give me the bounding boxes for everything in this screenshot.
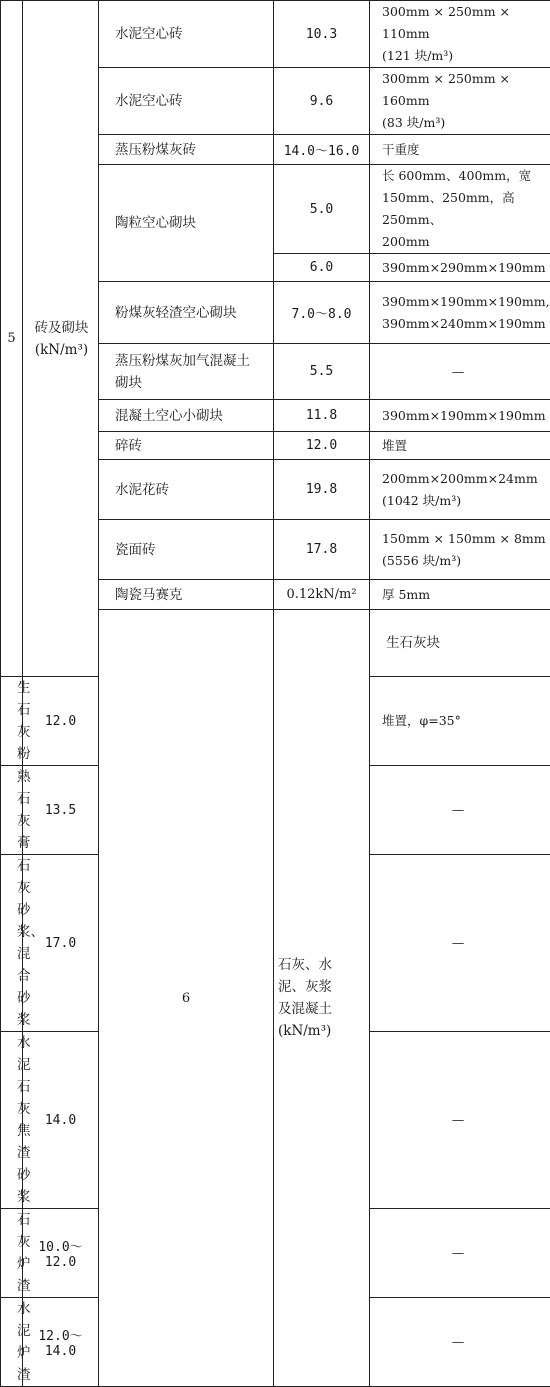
category-label: 及混凝土 (278, 998, 367, 1020)
material-name: 水泥炉渣 (1, 1298, 23, 1387)
remark: 堆置 (370, 432, 550, 460)
weight-value: 14.0 (23, 1032, 99, 1209)
weight-value: 17.0 (23, 855, 99, 1032)
weight-value: 6.0 (274, 254, 370, 282)
material-name: 水泥花砖 (99, 460, 274, 520)
weight-value: 10.3 (274, 1, 370, 68)
material-name: 生石灰粉 (1, 677, 23, 766)
weight-value: 12.0 (23, 677, 99, 766)
remark: — (370, 1032, 550, 1209)
material-name: 陶粒空心砌块 (99, 165, 274, 282)
name-line: 砌块 (115, 372, 267, 394)
remark: 堆置，φ=35° (370, 677, 550, 766)
weight-value: 17.8 (274, 520, 370, 580)
weight-value: 7.0～8.0 (274, 282, 370, 344)
material-name: 水泥石灰焦渣砂浆 (1, 1032, 23, 1209)
material-name: 石灰炉渣 (1, 1209, 23, 1298)
weight-value: 19.8 (274, 460, 370, 520)
remark-line: 300mm × 250mm × 110mm (382, 1, 546, 45)
remark-line: (83 块/m³) (382, 112, 546, 134)
group-number: 6 (99, 610, 274, 1387)
remark (370, 520, 550, 580)
weight-value: 12.0～14.0 (23, 1298, 99, 1387)
material-name: 瓷面砖 (99, 520, 274, 580)
remark-line: 200mm×200mm×24mm (382, 468, 546, 490)
remark: 390mm×290mm×190mm (370, 254, 550, 282)
remark (370, 460, 550, 520)
material-name (99, 344, 274, 400)
weight-value: 9.6 (274, 68, 370, 135)
material-name: 粉煤灰轻渣空心砌块 (99, 282, 274, 344)
category-cell (23, 1, 99, 677)
remark-line: 390mm×240mm×190mm (382, 313, 546, 335)
weight-value: 10.0～12.0 (23, 1209, 99, 1298)
group-number: 5 (1, 1, 23, 677)
remark: — (370, 1298, 550, 1387)
category-unit: (kN/m³) (278, 1020, 367, 1042)
weight-value: 11.8 (274, 400, 370, 432)
remark-line: 150mm、250mm，高 250mm、 (382, 187, 546, 231)
category-label: 石灰、水 (278, 954, 367, 976)
weight-value: 0.12kN/m² (274, 580, 370, 610)
remark (370, 282, 550, 344)
remark-line: (1042 块/m³) (382, 490, 546, 512)
table-row (1, 1, 550, 68)
material-name: 石灰砂浆、混合砂浆 (1, 855, 23, 1032)
remark: 干重度 (370, 135, 550, 165)
material-name: 陶瓷马赛克 (99, 580, 274, 610)
remark-line: 390mm×190mm×190mm, (382, 291, 546, 313)
remark: — (370, 344, 550, 400)
weight-value: 13.5 (23, 766, 99, 855)
remark: 厚 5mm (370, 580, 550, 610)
weight-value: 5.5 (274, 344, 370, 400)
remark: 390mm×190mm×190mm (370, 400, 550, 432)
weight-value: 5.0 (274, 165, 370, 254)
remark-line: 长 600mm、400mm，宽 (382, 165, 546, 187)
remark: — (370, 855, 550, 1032)
material-name: 碎砖 (99, 432, 274, 460)
remark (370, 1, 550, 68)
category-label: 泥、灰浆 (278, 976, 367, 998)
material-name: 生石灰块 (370, 610, 550, 677)
category-cell (274, 610, 370, 1387)
remark-line: (121 块/m³) (382, 45, 546, 67)
material-name: 混凝土空心小砌块 (99, 400, 274, 432)
weight-value: 12.0 (274, 432, 370, 460)
material-name: 熟石灰膏 (1, 766, 23, 855)
remark-line: 200mm (382, 231, 546, 253)
remark-line: 150mm × 150mm × 8mm (382, 528, 546, 550)
category-unit: (kN/m³) (27, 339, 96, 361)
remark: — (370, 766, 550, 855)
remark (370, 165, 550, 254)
category-label: 砖及砌块 (27, 317, 96, 339)
remark-line: 300mm × 250mm × 160mm (382, 68, 546, 112)
remark (370, 68, 550, 135)
remark: — (370, 1209, 550, 1298)
material-name: 水泥空心砖 (99, 1, 274, 68)
remark-line: (5556 块/m³) (382, 550, 546, 572)
weight-value: 14.0～16.0 (274, 135, 370, 165)
name-line: 蒸压粉煤灰加气混凝土 (115, 350, 267, 372)
material-name: 蒸压粉煤灰砖 (99, 135, 274, 165)
material-name: 水泥空心砖 (99, 68, 274, 135)
